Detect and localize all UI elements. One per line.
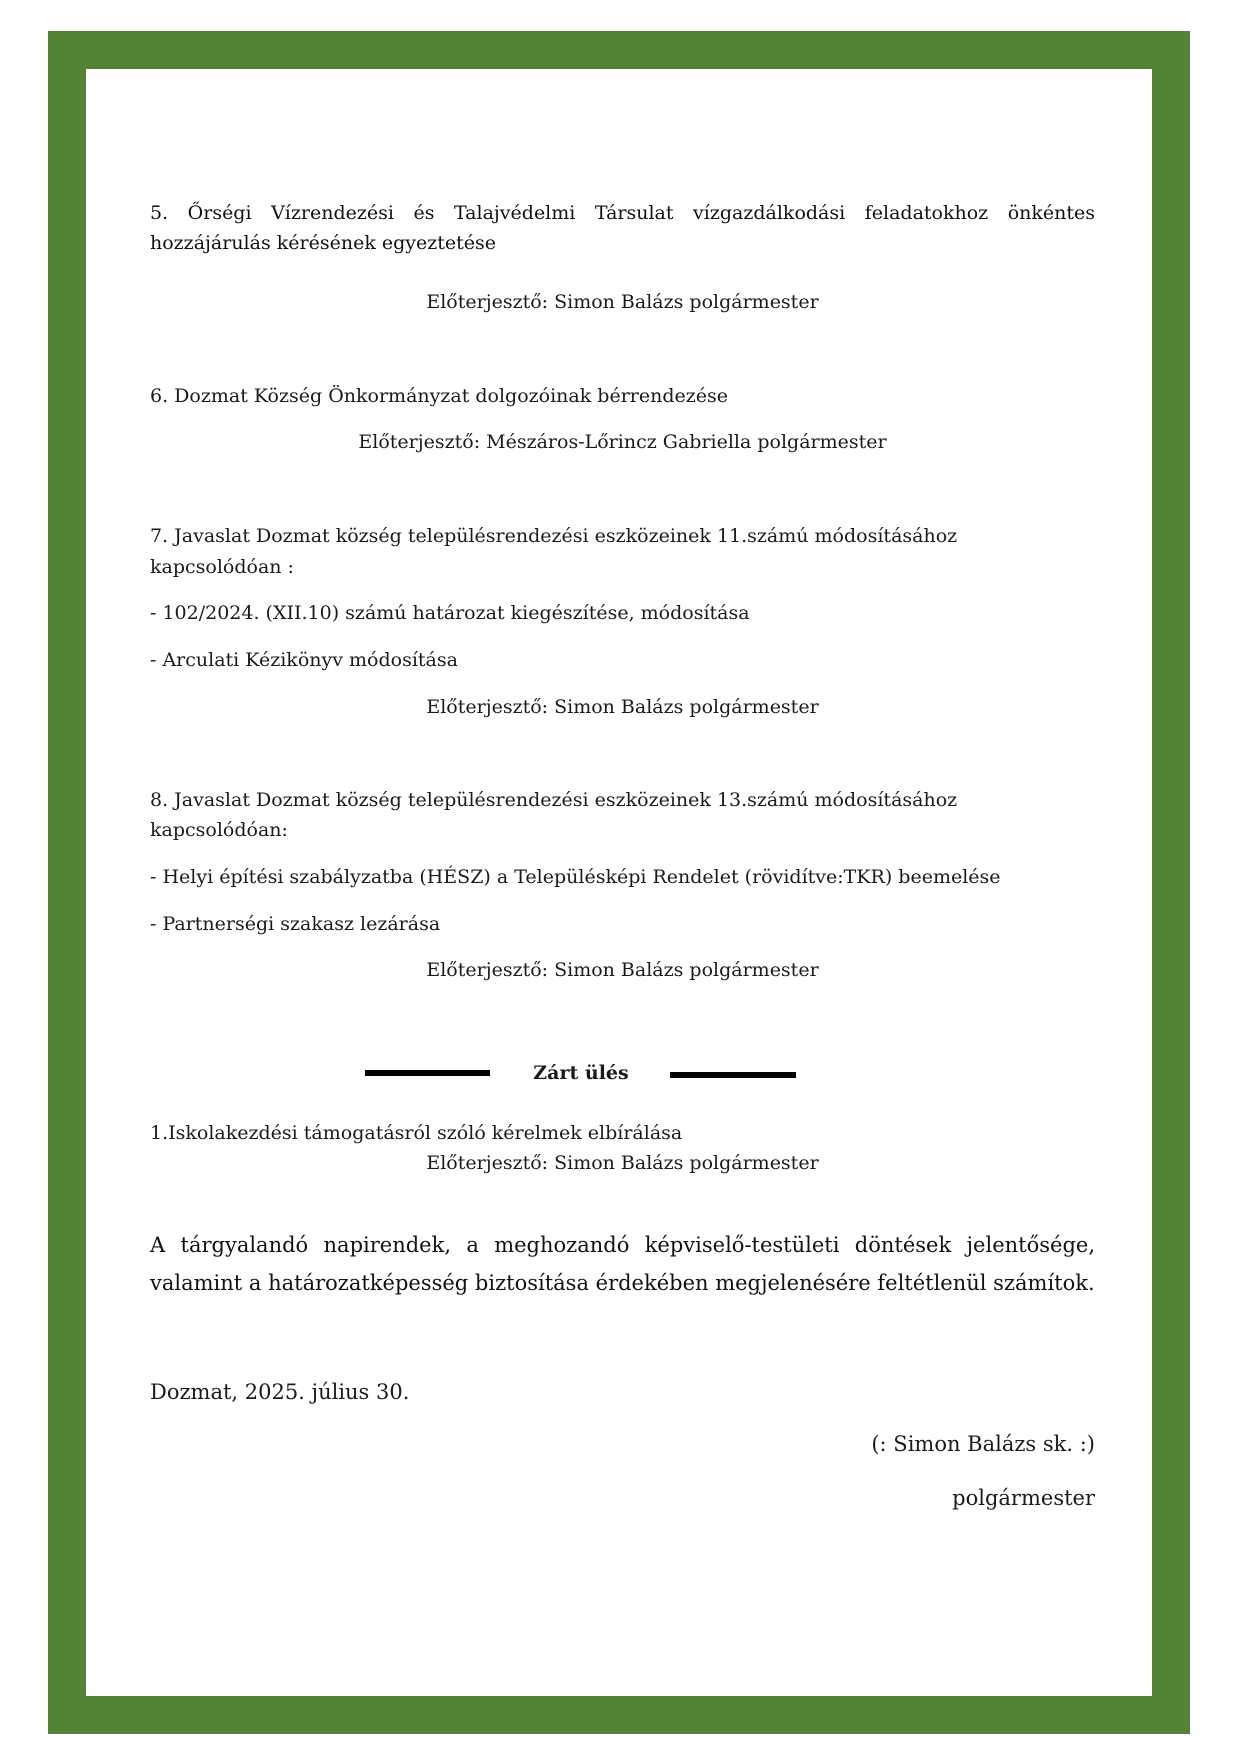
- closed-session-presenter: Előterjesztő: Simon Balázs polgármester: [426, 1152, 819, 1174]
- agenda-item-8-title-line1: 8. Javaslat Dozmat község településrendezési eszközeinek 13.számú módosításához: [150, 789, 958, 811]
- closed-session-heading: Zárt ülés: [533, 1062, 629, 1084]
- closed-session-rule-right: [670, 1072, 796, 1078]
- agenda-item-6-title: 6. Dozmat Község Önkormányzat dolgozóinak bérrendezése: [150, 385, 729, 407]
- agenda-item-5-title: 5. Őrségi Vízrendezési és Talajvédelmi Társulat vízgazdálkodási feladatokhoz önkéntes hozzájárulás kérésének egyeztetése: [150, 202, 1095, 254]
- agenda-item-7-title-line1: 7. Javaslat Dozmat község településrendezési eszközeinek 11.számú módosításához: [150, 525, 958, 547]
- agenda-item-8-presenter: Előterjesztő: Simon Balázs polgármester: [426, 959, 819, 981]
- agenda-item-8-title-line2: kapcsolódóan:: [150, 819, 288, 841]
- signature-title: polgármester: [952, 1486, 1095, 1510]
- agenda-item-7-presenter: Előterjesztő: Simon Balázs polgármester: [426, 696, 819, 718]
- agenda-item-7-sub-1: - 102/2024. (XII.10) számú határozat kiegészítése, módosítása: [150, 602, 750, 624]
- agenda-item-8-sub-2: - Partnerségi szakasz lezárása: [150, 913, 441, 935]
- place-date: Dozmat, 2025. július 30.: [150, 1380, 410, 1404]
- agenda-item-8-sub-1: - Helyi építési szabályzatba (HÉSZ) a Településképi Rendelet (rövidítve:TKR) beemelése: [150, 866, 1001, 888]
- agenda-item-7-sub-2: - Arculati Kézikönyv módosítása: [150, 649, 458, 671]
- agenda-item-6-presenter: Előterjesztő: Mészáros-Lőrincz Gabriella polgármester: [358, 431, 887, 453]
- closed-session-item: 1.Iskolakezdési támogatásról szóló kérelmek elbírálása: [150, 1122, 683, 1144]
- agenda-item-7-title-line2: kapcsolódóan :: [150, 556, 294, 578]
- signature: (: Simon Balázs sk. :): [871, 1432, 1095, 1456]
- closing-paragraph: A tárgyalandó napirendek, a meghozandó képviselő-testületi döntések jelentősége, valamint a határozatképesség biztosítása érdekében megjelenésére feltétlenül számítok.: [150, 1233, 1095, 1295]
- agenda-item-5-presenter: Előterjesztő: Simon Balázs polgármester: [426, 291, 819, 313]
